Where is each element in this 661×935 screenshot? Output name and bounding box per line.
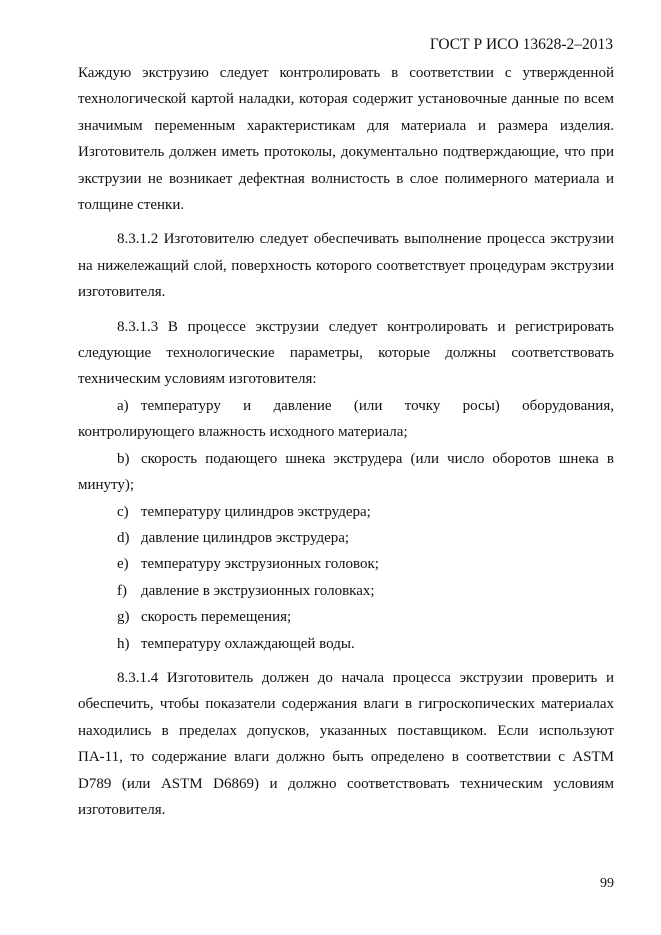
- parameter-list: [78, 393, 614, 657]
- list-item-text: скорость подающего шнека экструдера (или число оборотов шнека в минуту);: [78, 450, 614, 494]
- list-item: [78, 604, 614, 630]
- list-item-text: давление в экструзионных головках;: [141, 582, 375, 599]
- list-item: [78, 499, 614, 525]
- page-number: 99: [600, 876, 614, 891]
- document-header: ГОСТ Р ИСО 13628-2–2013: [429, 36, 613, 53]
- list-marker: g): [117, 609, 130, 626]
- paragraph-8-3-1-2: 8.3.1.2 Изготовителю следует обеспечивать выполнение процесса экструзии на нижележащий слой, поверхность которого соответствует процедурам экструзии изготовителя.: [78, 231, 614, 301]
- list-item-text: температуру охлаждающей воды.: [141, 635, 355, 652]
- paragraph-8-3-1-3: 8.3.1.3 В процессе экструзии следует контролировать и регистрировать следующие технологические параметры, которые должны соответствовать техническим условиям изготовителя:: [78, 318, 614, 388]
- list-marker: b): [117, 450, 130, 467]
- list-marker: f): [117, 582, 127, 599]
- list-item-text: давление цилиндров экструдера;: [141, 529, 350, 546]
- list-item-text: температуру цилиндров экструдера;: [141, 503, 371, 520]
- list-item: [78, 631, 614, 657]
- list-item-text: температуру экструзионных головок;: [141, 556, 379, 573]
- list-marker: h): [117, 635, 130, 652]
- list-item: [78, 446, 614, 499]
- list-item-text: температуру и давление (или точку росы) оборудования, контролирующего влажность исходного материала;: [78, 397, 614, 441]
- list-item-text: скорость перемещения;: [141, 609, 292, 626]
- paragraph-8-3-1-4: 8.3.1.4 Изготовитель должен до начала процесса экструзии проверить и обеспечить, чтобы показатели содержания влаги в гигроскопических материалах находились в пределах допусков, указанных поставщиком. Если используют ПА-11, то содержание влаги должно быть определено в соответствии с ASTM D789 (или ASTM D6869) и должно соответствовать техническим условиям изготовителя.: [78, 669, 614, 818]
- list-item: [78, 578, 614, 604]
- list-marker: c): [117, 503, 129, 520]
- list-item: [78, 393, 614, 446]
- paragraph-intro: Каждую экструзию следует контролировать в соответствии с утвержденной технологической картой наладки, которая содержит установочные данные по всем значимым переменным характеристикам для материала и размера изделия. Изготовитель должен иметь протоколы, документально подтверждающие, что при экструзии не возникает дефектная волнистость в слое полимерного материала и толщине стенки.: [78, 65, 614, 214]
- list-marker: a): [117, 397, 129, 414]
- list-item: [78, 551, 614, 577]
- list-item: [78, 525, 614, 551]
- list-marker: e): [117, 556, 129, 573]
- page-body: [78, 60, 614, 823]
- list-marker: d): [117, 529, 130, 546]
